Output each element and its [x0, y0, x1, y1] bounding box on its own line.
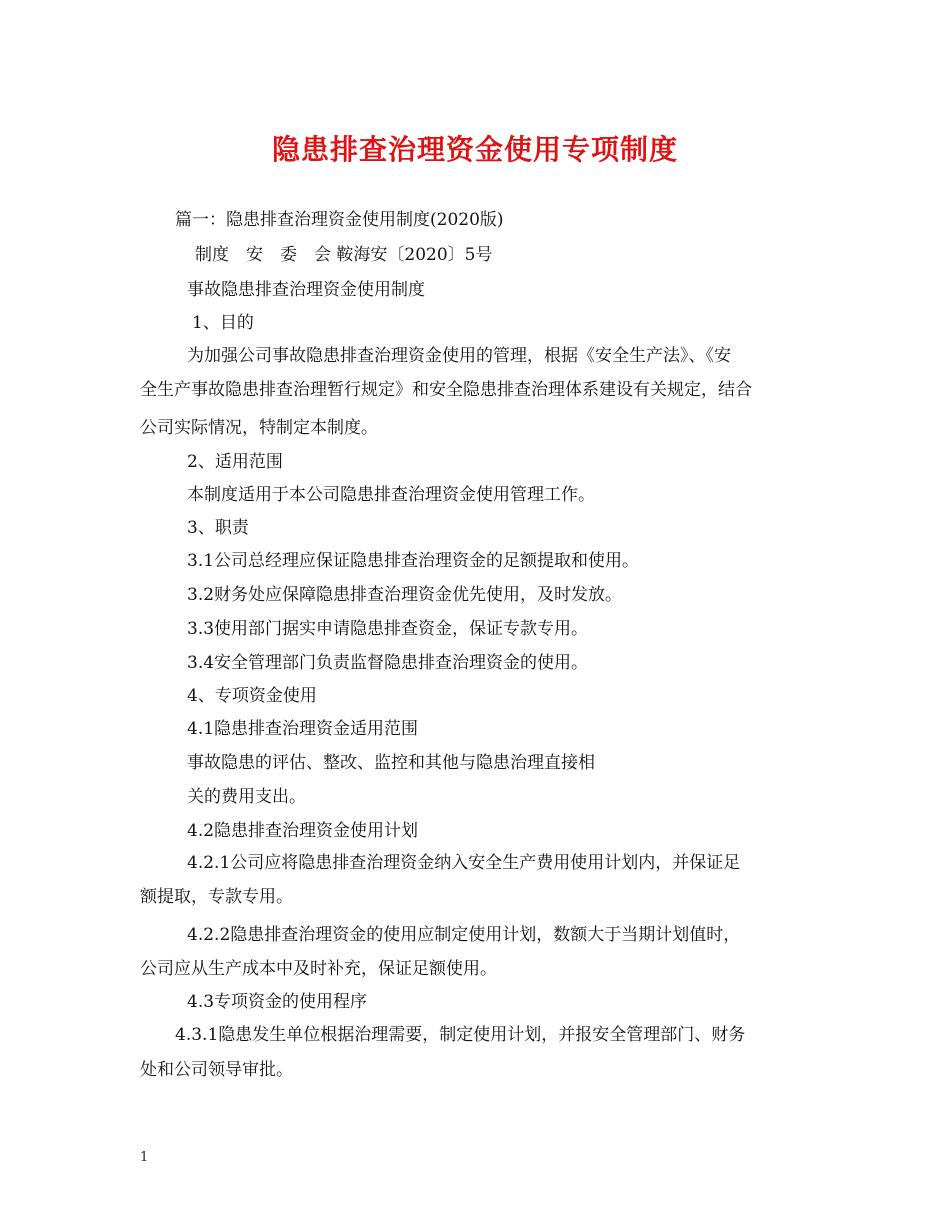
text-line: 4.2隐患排查治理资金使用计划 [187, 821, 419, 841]
text-line: 篇一：隐患排查治理资金使用制度(2020版) [175, 210, 504, 230]
page-number: 1 [140, 1150, 149, 1165]
text-line: 事故隐患排查治理资金使用制度 [187, 280, 425, 300]
text-line: 为加强公司事故隐患排查治理资金使用的管理，根据《安全生产法》、《安 [187, 346, 731, 366]
text-line: 公司实际情况，特制定本制度。 [140, 418, 378, 438]
text-line: 4.1隐患排查治理资金适用范围 [187, 719, 419, 739]
text-line: 处和公司领导审批。 [140, 1060, 293, 1080]
text-line: 4.3.1隐患发生单位根据治理需要，制定使用计划，并报安全管理部门、财务 [175, 1025, 746, 1045]
text-line: 3、职责 [187, 518, 249, 538]
text-line: 4.3专项资金的使用程序 [187, 992, 368, 1012]
text-line: 1、目的 [192, 313, 254, 333]
text-line: 3.2财务处应保障隐患排查治理资金优先使用，及时发放。 [187, 585, 623, 605]
text-line: 本制度适用于本公司隐患排查治理资金使用管理工作。 [187, 485, 595, 505]
text-line: 额提取，专款专用。 [140, 887, 293, 907]
text-line: 2、适用范围 [187, 452, 283, 472]
text-line: 3.3使用部门据实申请隐患排查资金，保证专款专用。 [187, 619, 589, 639]
document-title: 隐患排查治理资金使用专项制度 [271, 133, 678, 166]
text-line: 4、专项资金使用 [187, 686, 317, 706]
text-line: 全生产事故隐患排查治理暂行规定》和安全隐患排查治理体系建设有关规定，结合 [140, 380, 752, 400]
text-line: 4.2.2隐患排查治理资金的使用应制定使用计划，数额大于当期计划值时， [187, 925, 741, 945]
text-line: 关的费用支出。 [187, 787, 306, 807]
text-line: 事故隐患的评估、整改、监控和其他与隐患治理直接相 [187, 753, 595, 773]
text-line: 制度 安 委 会 鞍海安〔2020〕5号 [195, 245, 493, 265]
text-line: 3.4安全管理部门负责监督隐患排查治理资金的使用。 [187, 653, 589, 673]
text-line: 3.1公司总经理应保证隐患排查治理资金的足额提取和使用。 [187, 551, 640, 571]
text-line: 公司应从生产成本中及时补充，保证足额使用。 [140, 959, 497, 979]
text-line: 4.2.1公司应将隐患排查治理资金纳入安全生产费用使用计划内，并保证足 [187, 853, 741, 873]
